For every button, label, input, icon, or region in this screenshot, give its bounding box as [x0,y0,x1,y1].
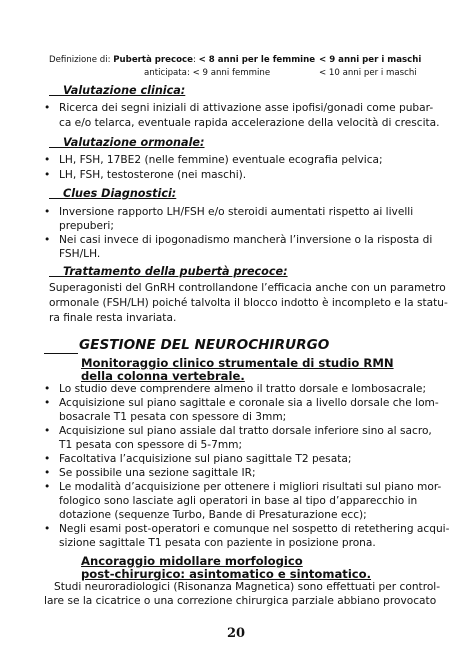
clinical-heading: Valutazione clinica: [63,84,186,97]
final-line-1: Studi neuroradiologici (Risonanza Magnetica) sono effettuati per control- [54,581,441,593]
neuro-line-10: dotazione (sequenze Turbo, Bande di Presaturazione ecc); [59,509,367,521]
hormonal-heading: Valutazione ormonale: [63,136,205,149]
clinical-line-1: Ricerca dei segni iniziali di attivazione asse ipofisi/gonadi come pubar- [59,102,434,114]
treatment-line-1: Superagonisti del GnRH controllandone l’efficacia anche con un parametro [49,282,446,294]
bullet-icon: • [44,453,51,465]
treatment-heading: Trattamento della pubertà precoce: [63,265,288,278]
definition-prefix: Definizione di: [49,55,114,65]
neuro-line-1: Lo studio deve comprendere almeno il tratto dorsale e lombosacrale; [59,383,427,395]
definition-term: Pubertà precoce [113,55,193,65]
neuro-line-3: bosacrale T1 pesata con spessore di 3mm; [59,411,287,423]
neuro-line-12: sizione sagittale T1 pesata con paziente in posizione prona. [59,537,376,549]
bullet-icon: • [44,481,51,493]
hormonal-line-2: LH, FSH, testosterone (nei maschi). [59,169,247,181]
treatment-line-2: ormonale (FSH/LH) poiché talvolta il blocco indotto è incompleto e la statu- [49,297,448,309]
bullet-icon: • [44,523,51,535]
clinical-line-2: ca e/o telarca, eventuale rapida accelerazione della velocità di crescita. [59,117,440,129]
definition-anticipated: anticipata: < 9 anni femmine [144,68,271,78]
hormonal-line-1: LH, FSH, 17BE2 (nelle femmine) eventuale ecografia pelvica; [59,154,383,166]
bullet-icon: • [44,154,51,166]
clinical-rule [49,95,63,96]
bullet-icon: • [44,467,51,479]
anchorage-heading-1: Ancoraggio midollare morfologico [81,554,303,568]
clues-line-3: Nei casi invece di ipogonadismo mancherà l’inversione o la risposta di [59,234,433,246]
hormonal-rule [49,147,63,148]
clues-heading: Clues Diagnostici: [63,187,177,200]
bullet-icon: • [44,169,51,181]
neuro-line-6: Facoltativa l’acquisizione sul piano sagittale T2 pesata; [59,453,352,465]
bullet-icon: • [44,206,51,218]
bullet-icon: • [44,383,51,395]
page-number: 20 [227,626,246,641]
monitoring-heading-2: della colonna vertebrale. [81,369,245,383]
definition-line [49,55,315,65]
neuro-line-2: Acquisizione sul piano sagittale e coronale sia a livello dorsale che lom- [59,397,439,409]
definition-anticipated-male: < 10 anni per i maschi [319,68,417,78]
clues-line-2: prepuberi; [59,220,114,232]
neuro-line-4: Acquisizione sul piano assiale dal tratto dorsale inferiore sino al sacro, [59,425,432,437]
definition-colon: : [192,55,199,65]
monitoring-heading-1: Monitoraggio clinico strumentale di studio RMN [81,356,394,370]
bullet-icon: • [44,397,51,409]
neurosurgeon-heading: GESTIONE DEL NEUROCHIRURGO [79,337,330,353]
bullet-icon: • [44,102,51,114]
neuro-line-8: Le modalità d’acquisizione per ottenere i migliori risultati sul piano mor- [59,481,442,493]
final-line-2: lare se la cicatrice o una correzione chirurgica parziale abbiano provocato [44,595,437,607]
definition-male-limit: < 9 anni per i maschi [319,55,422,65]
clues-line-1: Inversione rapporto LH/FSH e/o steroidi aumentati rispetto ai livelli [59,206,414,218]
neuro-line-7: Se possibile una sezione sagittale IR; [59,467,256,479]
anchorage-heading-2: post-chirurgico: asintomatico e sintomatico. [81,567,372,581]
clues-rule [49,198,63,199]
neuro-line-5: T1 pesata con spessore di 5-7mm; [59,439,243,451]
neurosurgeon-rule [44,353,78,354]
treatment-rule [49,276,63,277]
treatment-line-3: ra finale resta invariata. [49,312,177,324]
clues-line-4: FSH/LH. [59,248,101,260]
neuro-line-9: fologico sono lasciate agli operatori in base al tipo d’apparecchio in [59,495,418,507]
bullet-icon: • [44,234,51,246]
bullet-icon: • [44,425,51,437]
neuro-line-11: Negli esami post-operatori e comunque nel sospetto di retethering acqui- [59,523,450,535]
definition-female-limit: < 8 anni per le femmine [198,55,316,65]
